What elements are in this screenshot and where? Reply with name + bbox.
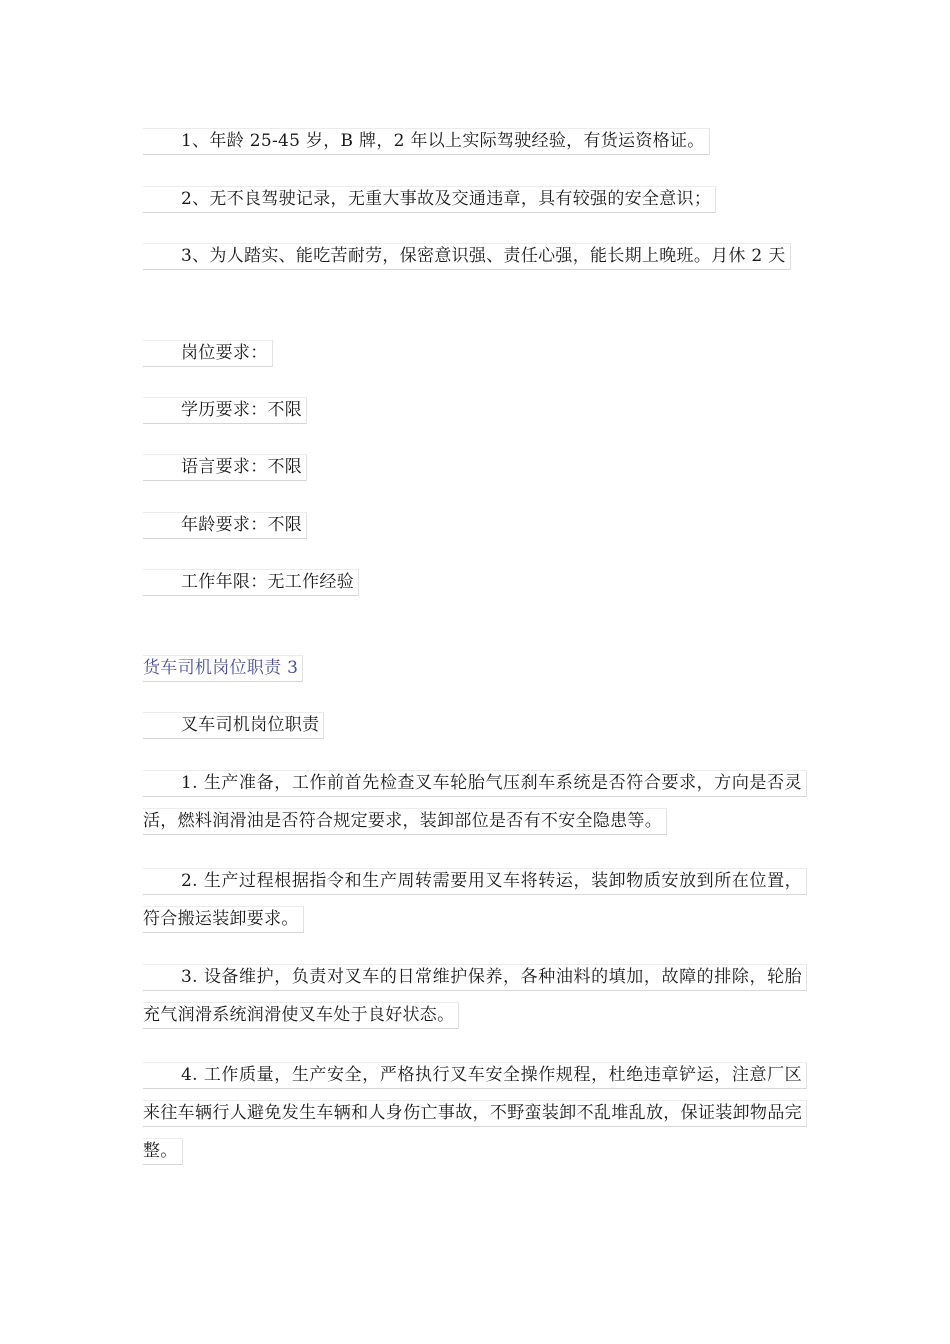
language-requirement-text: 语言要求：不限: [181, 457, 303, 477]
age-requirement-text: 年龄要求：不限: [181, 515, 303, 535]
forklift-duties-title-text: 叉车司机岗位职责: [181, 715, 320, 735]
forklift-duties-title: [143, 706, 807, 744]
work-years-requirement-text: 工作年限：无工作经验: [181, 572, 354, 592]
work-years-requirement: [143, 563, 807, 601]
requirement-3: [143, 237, 807, 275]
requirement-1-text: 1、年龄 25-45 岁，B 牌，2 年以上实际驾驶经验，有货运资格证。: [181, 131, 705, 151]
duty-3-text: 3. 设备维护，负责对叉车的日常维护保养，各种油料的填加，故障的排除，轮胎充气润滑系统润滑使叉车处于良好状态。: [143, 967, 802, 1025]
duty-3: [143, 958, 807, 1034]
age-requirement: [143, 506, 807, 544]
post-requirements-title: [143, 334, 807, 372]
requirement-2-text: 2、无不良驾驶记录，无重大事故及交通违章，具有较强的安全意识；: [181, 189, 712, 209]
duty-4: [143, 1056, 807, 1170]
section-heading: [143, 649, 807, 687]
language-requirement: [143, 448, 807, 486]
section-heading-text: 货车司机岗位职责 3: [143, 658, 299, 678]
education-requirement-text: 学历要求：不限: [181, 400, 303, 420]
post-requirements-title-text: 岗位要求：: [181, 343, 268, 363]
education-requirement: [143, 391, 807, 429]
duty-4-text: 4. 工作质量，生产安全，严格执行叉车安全操作规程，杜绝违章铲运，注意厂区来往车辆行人避免发生车辆和人身伤亡事故，不野蛮装卸不乱堆乱放，保证装卸物品完整。: [143, 1065, 802, 1161]
requirement-1: [143, 122, 807, 160]
requirement-3-text: 3、为人踏实、能吃苦耐劳，保密意识强、责任心强，能长期上晚班。月休 2 天: [181, 246, 786, 266]
duty-2-text: 2. 生产过程根据指令和生产周转需要用叉车将转运，装卸物质安放到所在位置，符合搬运装卸要求。: [143, 871, 802, 929]
duty-2: [143, 862, 807, 938]
requirement-2: [143, 180, 807, 218]
duty-1: [143, 764, 807, 840]
duty-1-text: 1. 生产准备，工作前首先检查叉车轮胎气压刹车系统是否符合要求，方向是否灵活，燃料润滑油是否符合规定要求，装卸部位是否有不安全隐患等。: [143, 773, 802, 831]
